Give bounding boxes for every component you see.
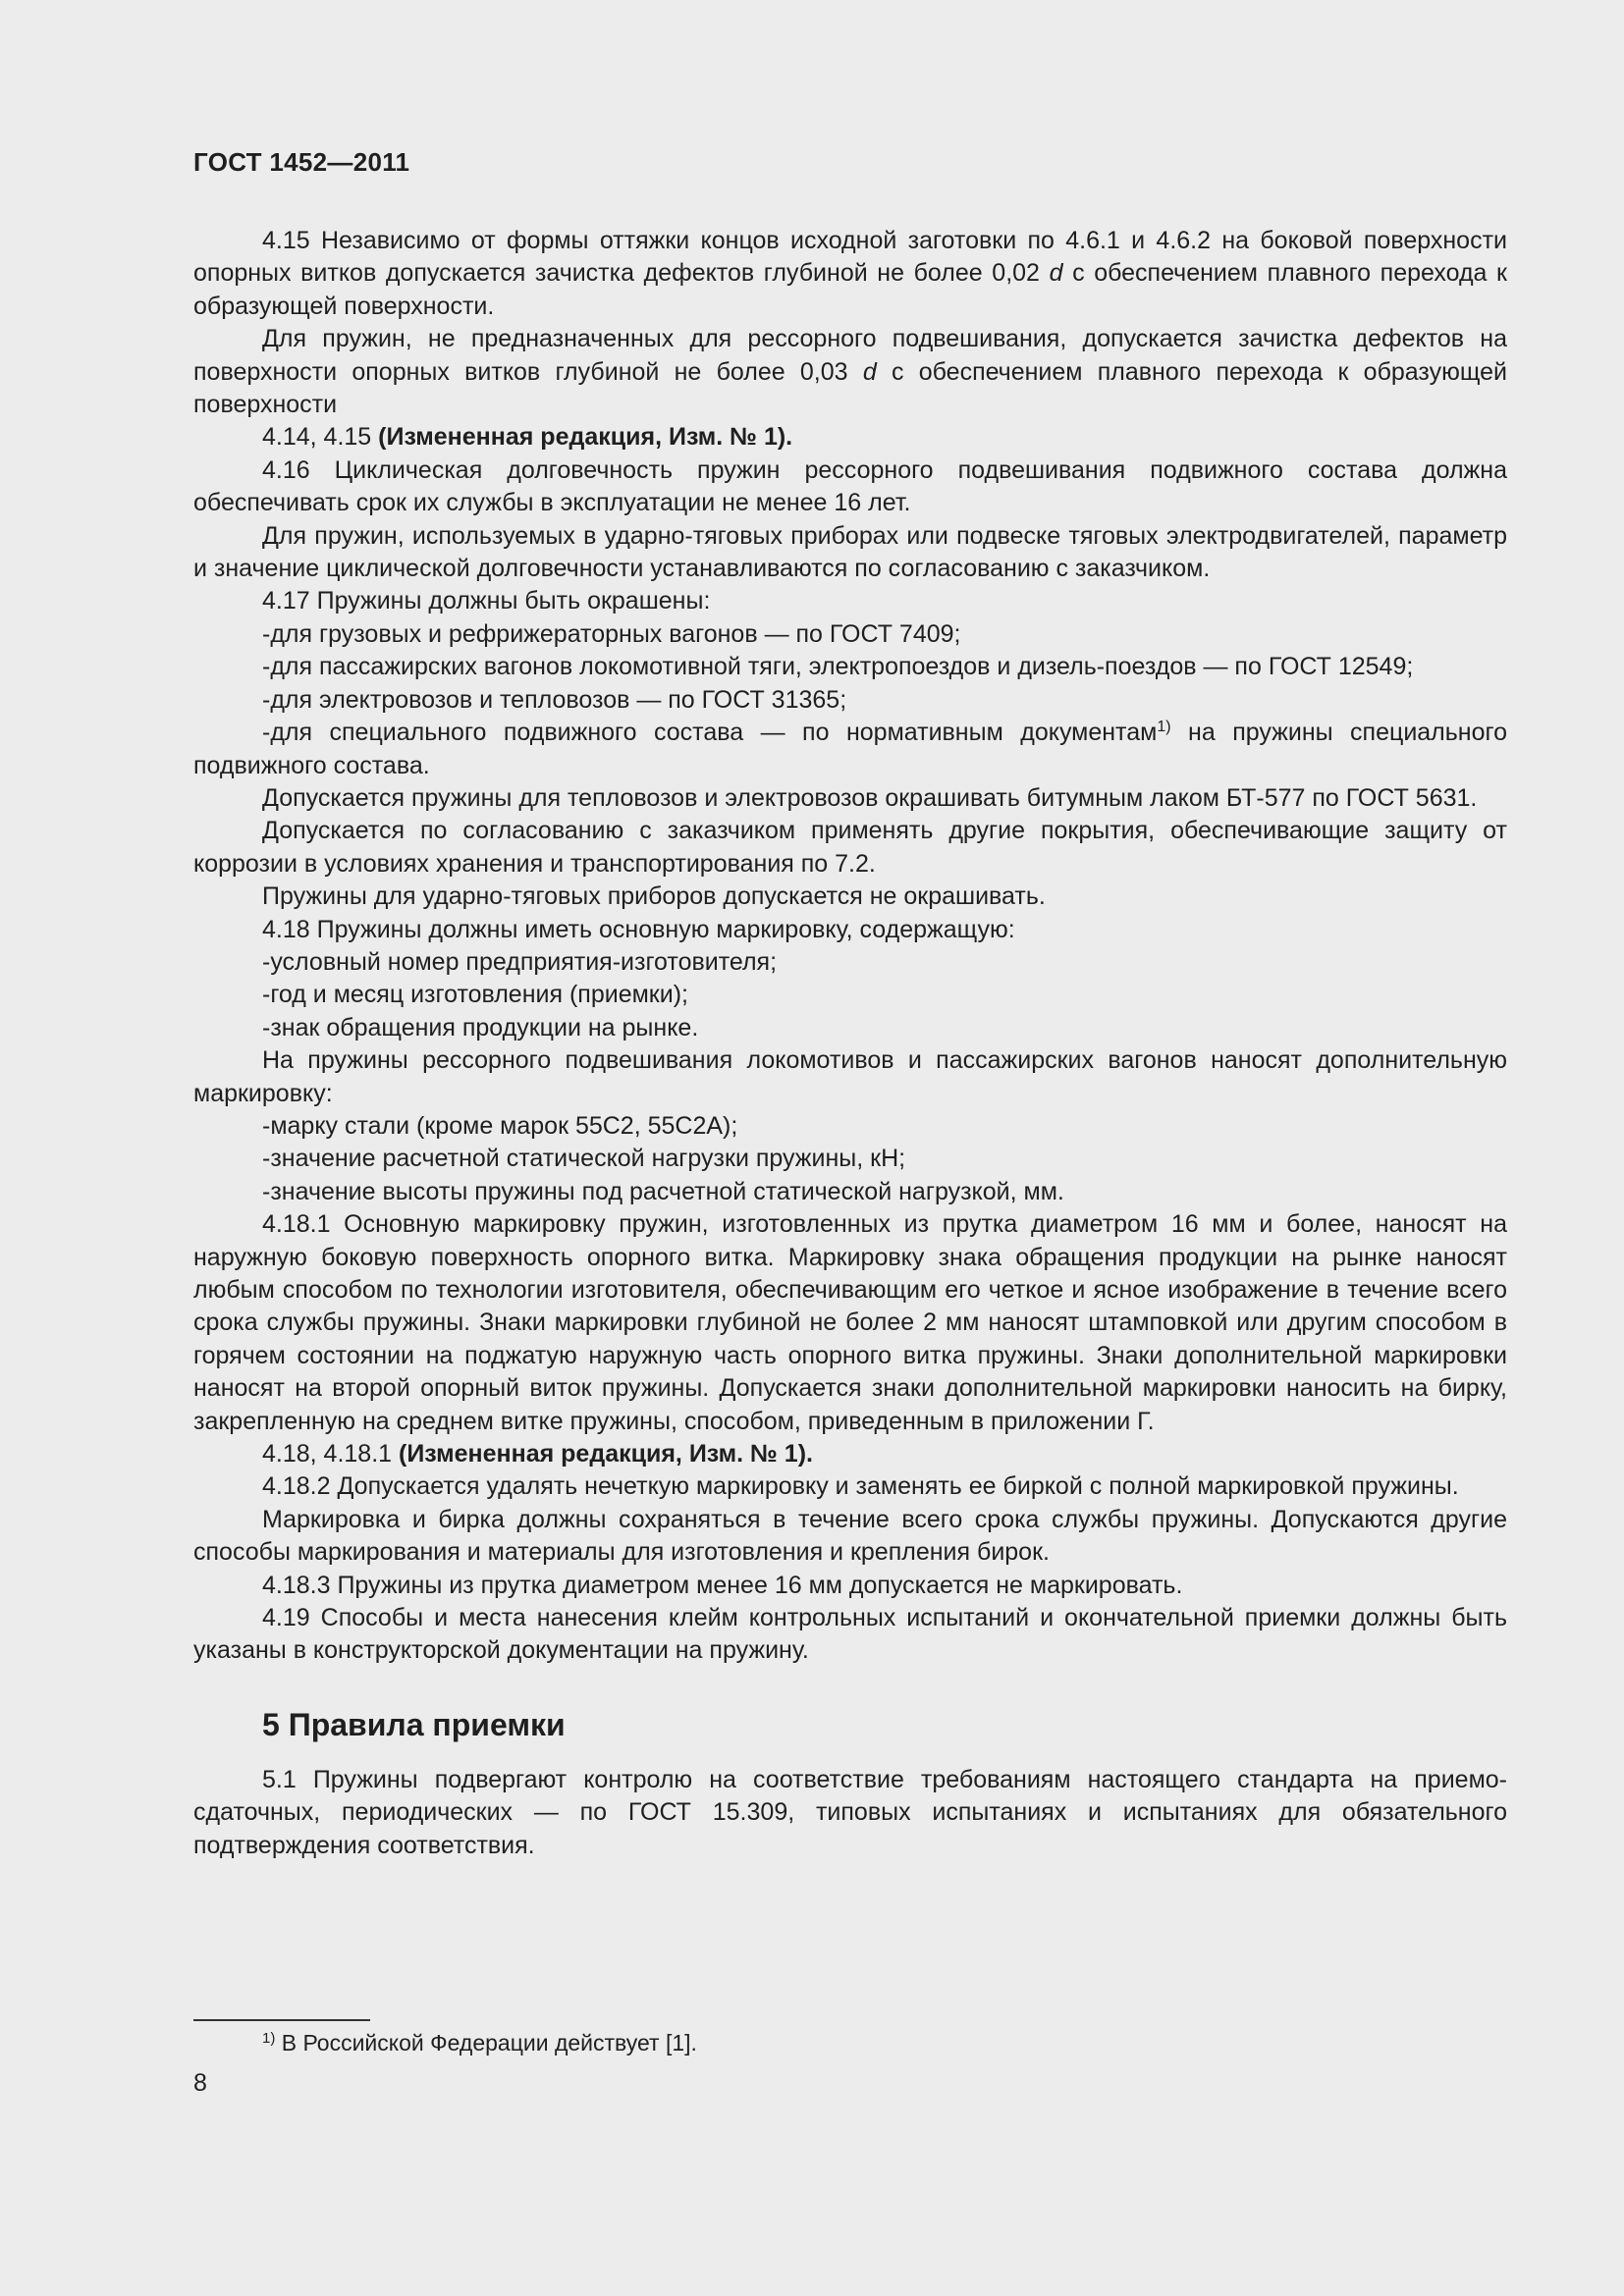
dash-bullet: - [262,719,271,747]
list-item [193,717,1507,782]
amendment-ref: 4.18, 4.18.1 [262,1440,400,1468]
dash-bullet: - [262,685,271,714]
paragraph-4-16-impact: Для пружин, используемых в ударно-тяговых приборах или подвеске тяговых электродвигателей, параметр и значение циклической долговечности устанавливаются по согласованию с заказчиком. [193,521,1507,583]
list-item-text: знак обращения продукции на рынке. [270,1013,699,1041]
amendment-note-4-18 [193,1438,1507,1470]
list-item-text: для электровозов и тепловозов — по ГОСТ 31365; [270,685,847,714]
paragraph-text: 4.15 Независимо от формы оттяжки концов исходной заготовки по 4.6.1 и 4.6.2 на боковой поверхности опорных витков допускается зачистка дефектов глубиной не более 0,02 [193,227,1507,288]
list-item-text: для специального подвижного состава — по нормативным документам [270,719,1158,747]
dash-bullet: - [262,1145,271,1173]
paragraph-4-19: 4.19 Способы и места нанесения клейм контрольных испытаний и окончательной приемки должны быть указаны в конструкторской документации на пружину. [193,1604,1507,1665]
amendment-ref: 4.14, 4.15 [262,423,379,452]
amendment-note-4-14 [193,421,1507,454]
paragraph-4-15 [193,225,1507,323]
dash-bullet: - [262,1013,271,1041]
footnote-mark: 1) [262,2030,276,2047]
list-item [193,1012,1507,1044]
paragraph-4-18: 4.18 Пружины должны иметь основную маркировку, содержащую: [262,915,1015,943]
footnote-reference: 1) [1157,719,1171,736]
paragraph-text: Для пружин, не предназначенных для рессорного подвешивания, допускается зачистка дефектов на поверхности опорных витков глубиной не более 0,03 [193,325,1507,386]
list-item-text: для пассажирских вагонов локомотивной тяги, электропоездов и дизель-поездов — по ГОСТ 12549; [270,653,1414,681]
footnote [262,2028,697,2057]
dash-bullet: - [262,1111,271,1140]
paragraph-5-1: 5.1 Пружины подвергают контролю на соответствие требованиям настоящего стандарта на приемо-сдаточных, периодических — по ГОСТ 15.309, типовых испытаниях и испытаниях для обязательного подтверждения соответствия. [193,1765,1507,1859]
amendment-label: (Измененная редакция, Изм. № 1). [378,423,793,452]
amendment-label: (Измененная редакция, Изм. № 1). [399,1440,813,1468]
paragraph-bitumen-lacquer: Допускается пружины для тепловозов и электровозов окрашивать битумным лаком БТ-577 по ГОСТ 5631. [262,783,1478,812]
document-body [193,225,1507,1862]
list-item [193,946,1507,979]
paragraph-4-15-non-suspension [193,323,1507,421]
footnote-text: В Российской Федерации действует [1]. [275,2030,697,2056]
section-heading: 5 Правила приемки [262,1706,566,1742]
list-item-text: на пружины специального подвижного состава. [193,719,1507,779]
list-item [193,618,1507,651]
list-item-text: для грузовых и рефрижераторных вагонов — по ГОСТ 7409; [270,619,961,648]
paragraph-no-paint: Пружины для ударно-тяговых приборов допускается не окрашивать. [262,882,1046,911]
variable-d: d [1049,259,1063,288]
footnote-divider [193,2019,370,2021]
dash-bullet: - [262,981,271,1009]
paragraph-4-18-2: 4.18.2 Допускается удалять нечеткую маркировку и заменять ее биркой с полной маркировкой пружины. [262,1472,1459,1501]
paragraph-text: с обеспечением плавного перехода к образующей поверхности. [193,259,1507,320]
list-item [193,979,1507,1011]
list-item [193,684,1507,717]
list-item [193,1110,1507,1143]
paragraph-4-18-3: 4.18.3 Пружины из прутка диаметром менее 16 мм допускается не маркировать. [262,1571,1183,1599]
list-item-text: значение расчетной статической нагрузки пружины, кН; [270,1145,906,1173]
paragraph-4-16: 4.16 Циклическая долговечность пружин рессорного подвешивания подвижного состава должна обеспечивать срок их службы в эксплуатации не менее 16 лет. [193,455,1507,517]
list-item [193,651,1507,683]
paragraph-4-18-1: 4.18.1 Основную маркировку пружин, изготовленных из прутка диаметром 16 мм и более, наносят на наружную боковую поверхность опорного витка. Маркировку знака обращения продукции на рынке наносят любым способом по технологии изготовителя, обеспечивающим его четкое и ясное изображение в течение всего срока службы пружины. Знаки маркировки глубиной не более 2 мм наносят штамповкой или другим способом в горячем состоянии на поджатую наружную часть опорного витка пружины. Знаки дополнительной маркировки наносят на второй опорный виток пружины. Допускается знаки дополнительной маркировки наносить на бирку, закрепленную на среднем витке пружины, способом, приведенным в приложении Г. [193,1210,1507,1435]
variable-d: d [862,357,877,386]
list-item-text: марку стали (кроме марок 55С2, 55С2А); [270,1111,738,1140]
list-item-text: год и месяц изготовления (приемки); [270,981,688,1009]
dash-bullet: - [262,653,271,681]
paragraph-other-coatings: Допускается по согласованию с заказчиком применять другие покрытия, обеспечивающие защиту от коррозии в условиях хранения и транспортирования по 7.2. [193,817,1507,878]
dash-bullet: - [262,1177,271,1205]
paragraph-tag-retention: Маркировка и бирка должны сохраняться в течение всего срока службы пружины. Допускаются другие способы маркирования и материалы для изготовления и крепления бирок. [193,1505,1507,1567]
list-item [193,1176,1507,1208]
paragraph-text: с обеспечением плавного перехода к образующей поверхности [193,357,1507,419]
dash-bullet: - [262,619,271,648]
paragraph-4-17: 4.17 Пружины должны быть окрашены: [262,587,711,615]
dash-bullet: - [262,947,271,976]
list-item-text: значение высоты пружины под расчетной статической нагрузкой, мм. [270,1177,1064,1205]
list-item-text: условный номер предприятия-изготовителя; [270,947,778,976]
list-item [193,1143,1507,1175]
document-header: ГОСТ 1452—2011 [193,147,410,177]
paragraph-additional-marking: На пружины рессорного подвешивания локомотивов и пассажирских вагонов наносят дополнительную маркировку: [193,1046,1507,1107]
page-number: 8 [193,2069,207,2097]
